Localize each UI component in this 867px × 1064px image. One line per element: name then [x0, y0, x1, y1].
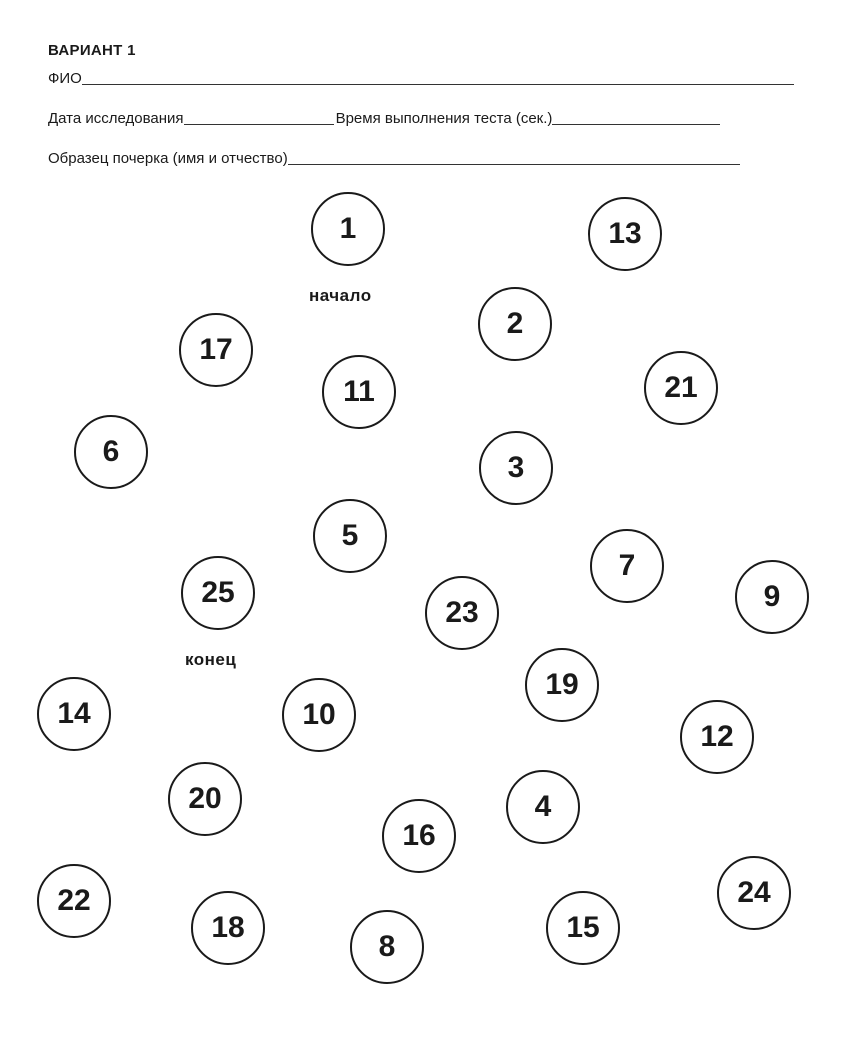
circle-21: 21: [644, 351, 718, 425]
circle-14: 14: [37, 677, 111, 751]
circle-25: 25: [181, 556, 255, 630]
handwriting-field[interactable]: [288, 150, 740, 165]
variant-title: ВАРИАНТ 1: [48, 42, 136, 59]
circle-13: 13: [588, 197, 662, 271]
circle-6: 6: [74, 415, 148, 489]
circle-10: 10: [282, 678, 356, 752]
circle-7: 7: [590, 529, 664, 603]
handwriting-row: [48, 150, 740, 168]
fio-label: ФИО: [48, 70, 82, 87]
circle-15: 15: [546, 891, 620, 965]
circle-22: 22: [37, 864, 111, 938]
circle-18: 18: [191, 891, 265, 965]
circle-23: 23: [425, 576, 499, 650]
time-field[interactable]: [552, 110, 720, 125]
start-label: начало: [309, 286, 372, 305]
circle-9: 9: [735, 560, 809, 634]
circle-2: 2: [478, 287, 552, 361]
time-label: Время выполнения теста (сек.): [335, 110, 553, 127]
circle-17: 17: [179, 313, 253, 387]
circle-19: 19: [525, 648, 599, 722]
circle-20: 20: [168, 762, 242, 836]
circle-8: 8: [350, 910, 424, 984]
circle-4: 4: [506, 770, 580, 844]
circle-1: 1: [311, 192, 385, 266]
date-time-row: [48, 110, 720, 128]
circle-11: 11: [322, 355, 396, 429]
date-field[interactable]: [184, 110, 334, 125]
circle-16: 16: [382, 799, 456, 873]
circle-24: 24: [717, 856, 791, 930]
fio-row: [48, 70, 794, 88]
circle-12: 12: [680, 700, 754, 774]
circle-3: 3: [479, 431, 553, 505]
handwriting-label: Образец почерка (имя и отчество): [48, 150, 288, 167]
circle-5: 5: [313, 499, 387, 573]
fio-field[interactable]: [82, 70, 794, 85]
end-label: конец: [185, 650, 237, 669]
date-label: Дата исследования: [48, 110, 184, 127]
